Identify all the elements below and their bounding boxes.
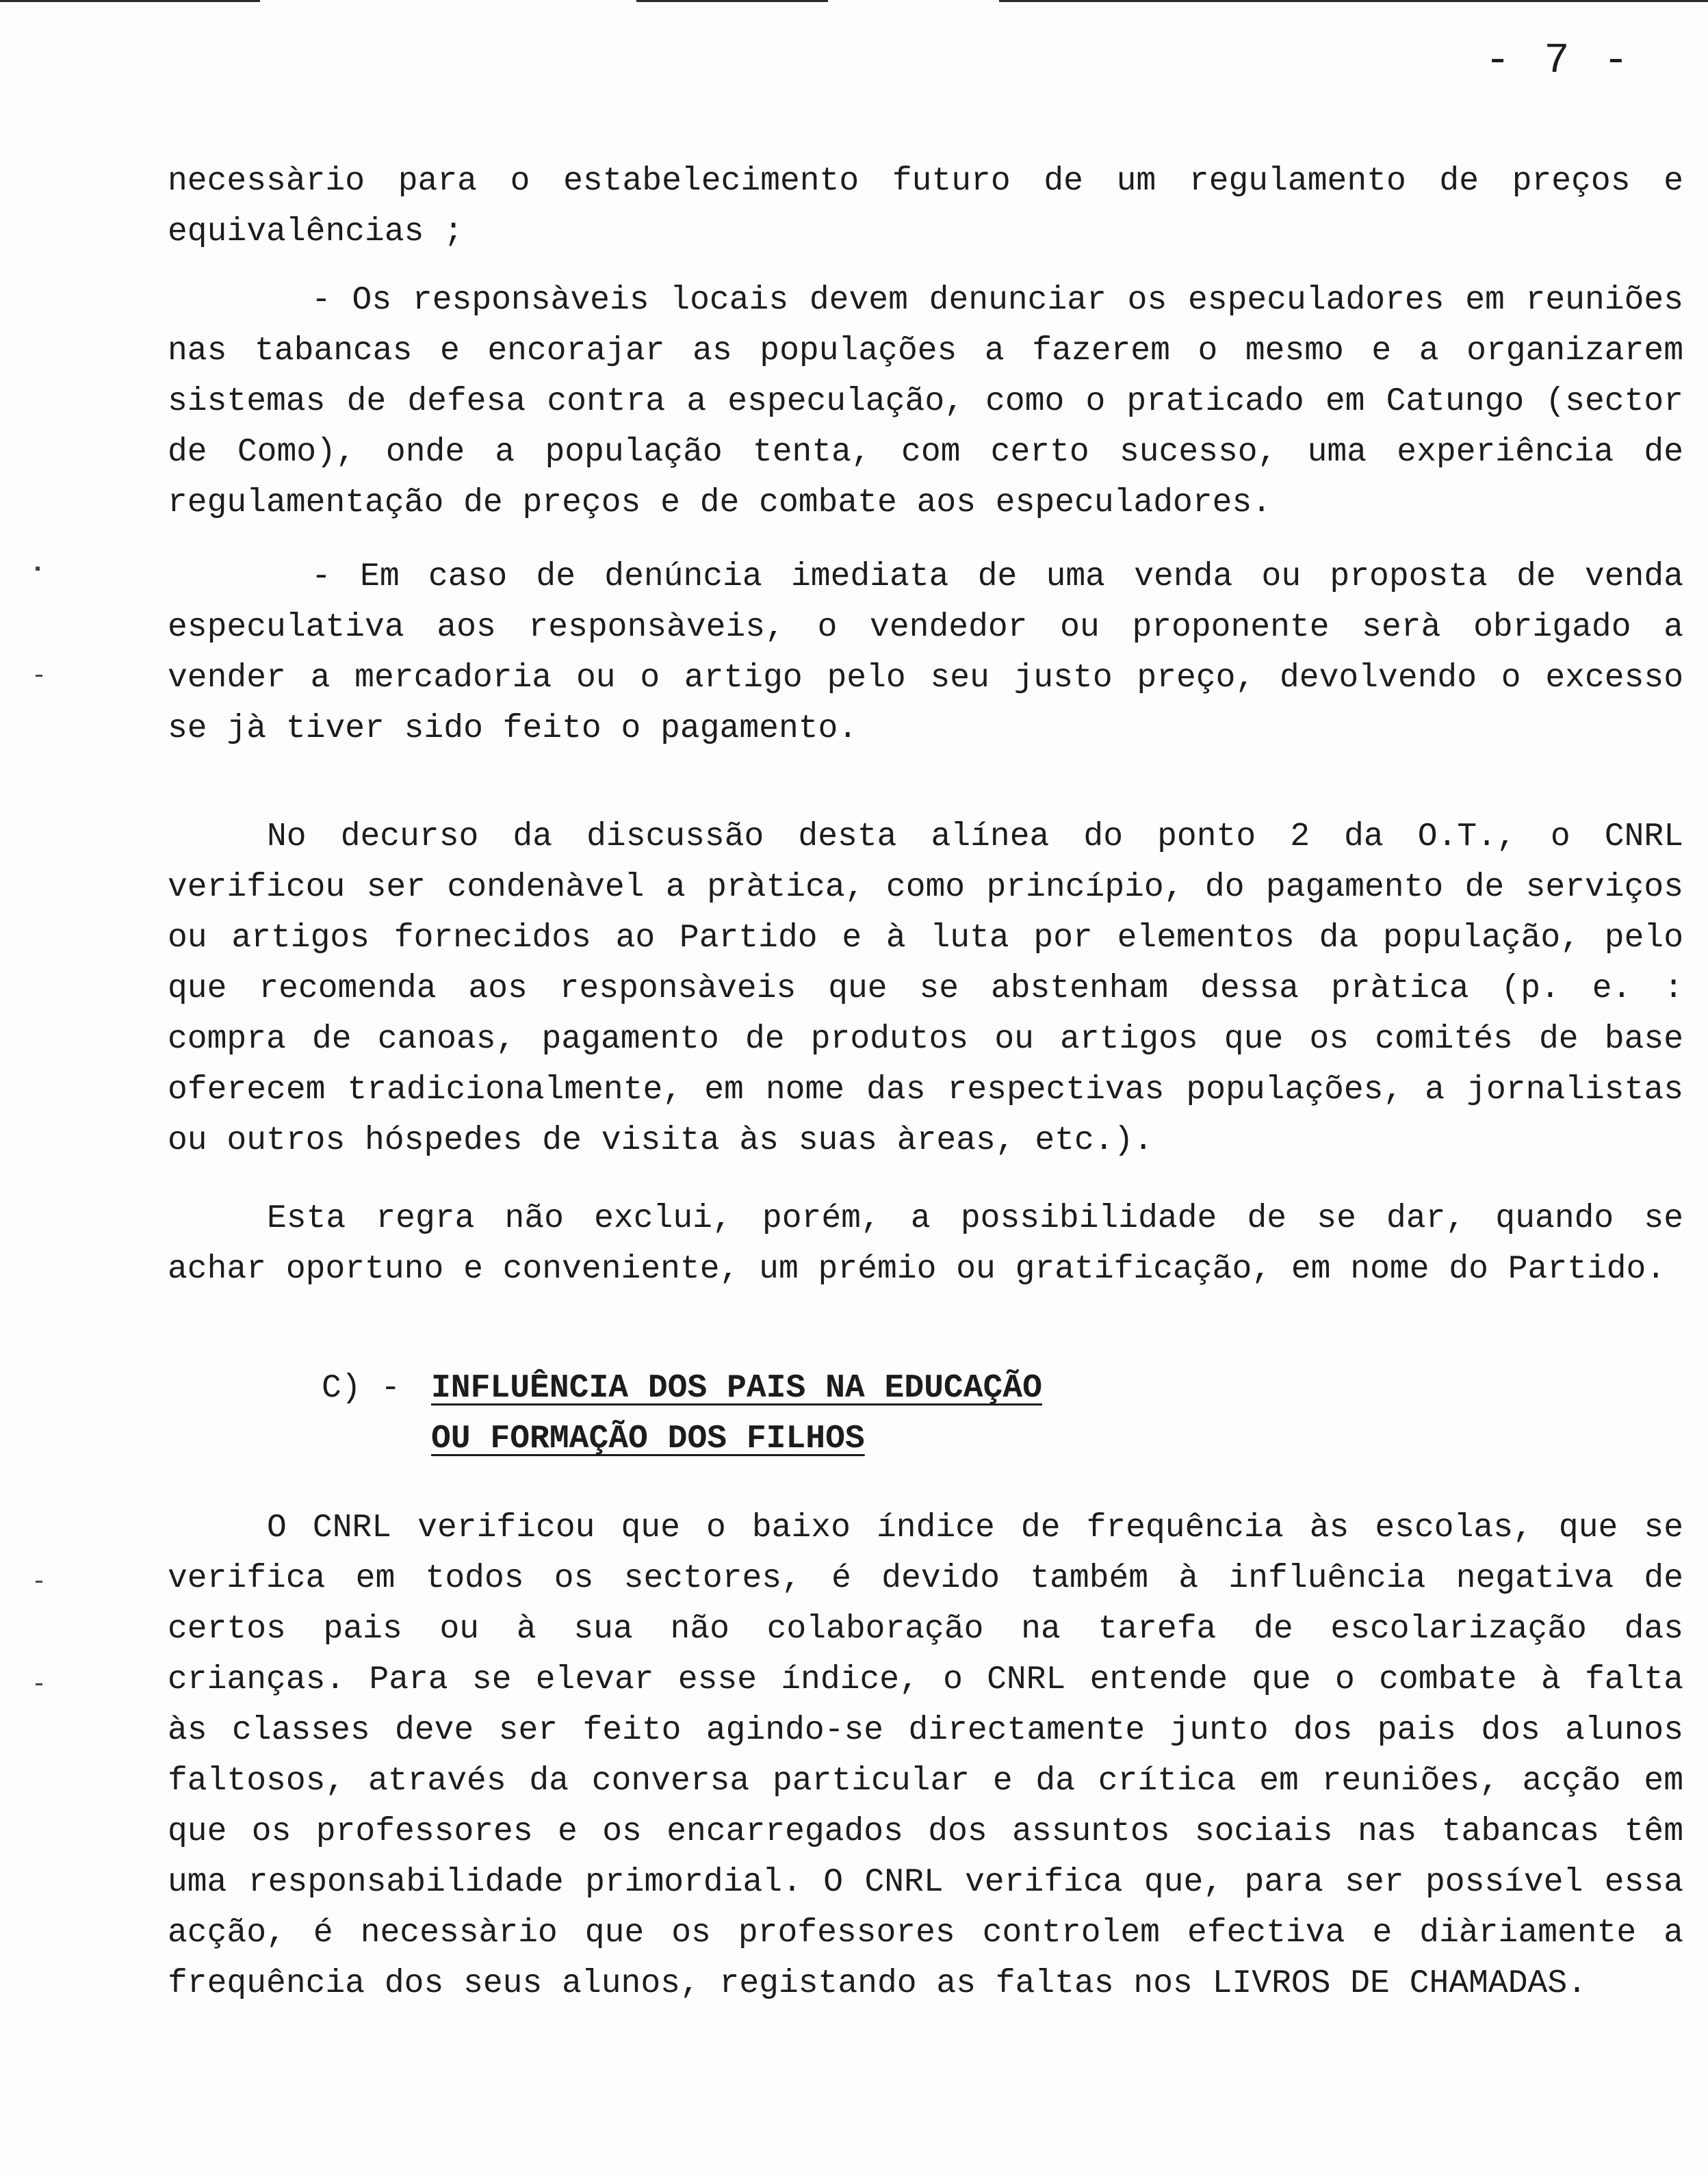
margin-mark xyxy=(36,675,42,677)
top-edge-rule-middle xyxy=(636,0,828,2)
paragraph-denunciation-sale: - Em caso de denúncia imediata de uma venda ou proposta de venda especulativa aos responsàveis, o vendedor ou proponente serà obrigado a vender a mercadoria ou o artigo pelo seu justo preço, devolvendo o excesso se jà tiver sido feito o pagamento. xyxy=(168,558,1683,747)
top-edge-rule-left xyxy=(0,0,260,2)
section-heading-title-line2: OU FORMAÇÃO DOS FILHOS xyxy=(431,1421,865,1458)
margin-mark xyxy=(36,1683,42,1685)
paragraph-school-attendance: O CNRL verificou que o baixo índice de frequência às escolas, que se verifica em todos os sectores, é devido também à influência negativa de certos pais ou à sua não colaboração na tarefa de escolarização das crianças. Para se elevar esse índice, o CNRL entende que o combate à falta às classes deve ser feito agindo-se directamente junto dos pais dos alunos faltosos, através da conversa particular e da crítica em reuniões, acção em que os professores e os encarregados dos assuntos sociais nas tabancas têm uma responsabilidade primordial. O CNRL verifica que, para ser possível essa acção, é necessàrio que os professores controlem efectiva e diàriamente a frequência dos seus alunos, registando as faltas nos LIVROS DE CHAMADAS. xyxy=(168,1510,1683,2002)
paragraph-rule-exception: Esta regra não exclui, porém, a possibilidade de se dar, quando se achar oportuno e conveniente, um prémio ou gratificação, em nome do Partido. xyxy=(168,1200,1683,1288)
page-number: - 7 - xyxy=(1484,36,1633,85)
section-heading-label: C) - xyxy=(322,1370,401,1407)
top-edge-rule-right xyxy=(999,0,1708,2)
margin-mark xyxy=(36,1581,42,1583)
section-heading-title-line1: INFLUÊNCIA DOS PAIS NA EDUCAÇÃO xyxy=(431,1370,1042,1407)
paragraph-speculators-denounce: - Os responsàveis locais devem denunciar os especuladores em reuniões nas tabancas e encorajar as populações a fazerem o mesmo e a organizarem sistemas de defesa contra a especulação, como o praticado em Catungo (sector de Como), onde a população tenta, com certo sucesso, uma experiência de regulamentação de preços e de combate aos especuladores. xyxy=(168,282,1683,521)
paragraph-party-payments: No decurso da discussão desta alínea do ponto 2 da O.T., o CNRL verificou ser condenàvel a pràtica, como princípio, do pagamento de serviços ou artigos fornecidos ao Partido e à luta por elementos da população, pelo que recomenda aos responsàveis que se abstenham dessa pràtica (p. e. : compra de canoas, pagamento de produtos ou artigos que os comités de base oferecem tradicionalmente, em nome das respectivas populações, a jornalistas ou outros hóspedes de visita às suas àreas, etc.). xyxy=(168,818,1683,1159)
paragraph-continuation: necessàrio para o estabelecimento futuro de um regulamento de preços e equivalências ; xyxy=(168,163,1683,250)
margin-mark xyxy=(36,567,40,571)
section-heading xyxy=(322,1363,1042,1414)
